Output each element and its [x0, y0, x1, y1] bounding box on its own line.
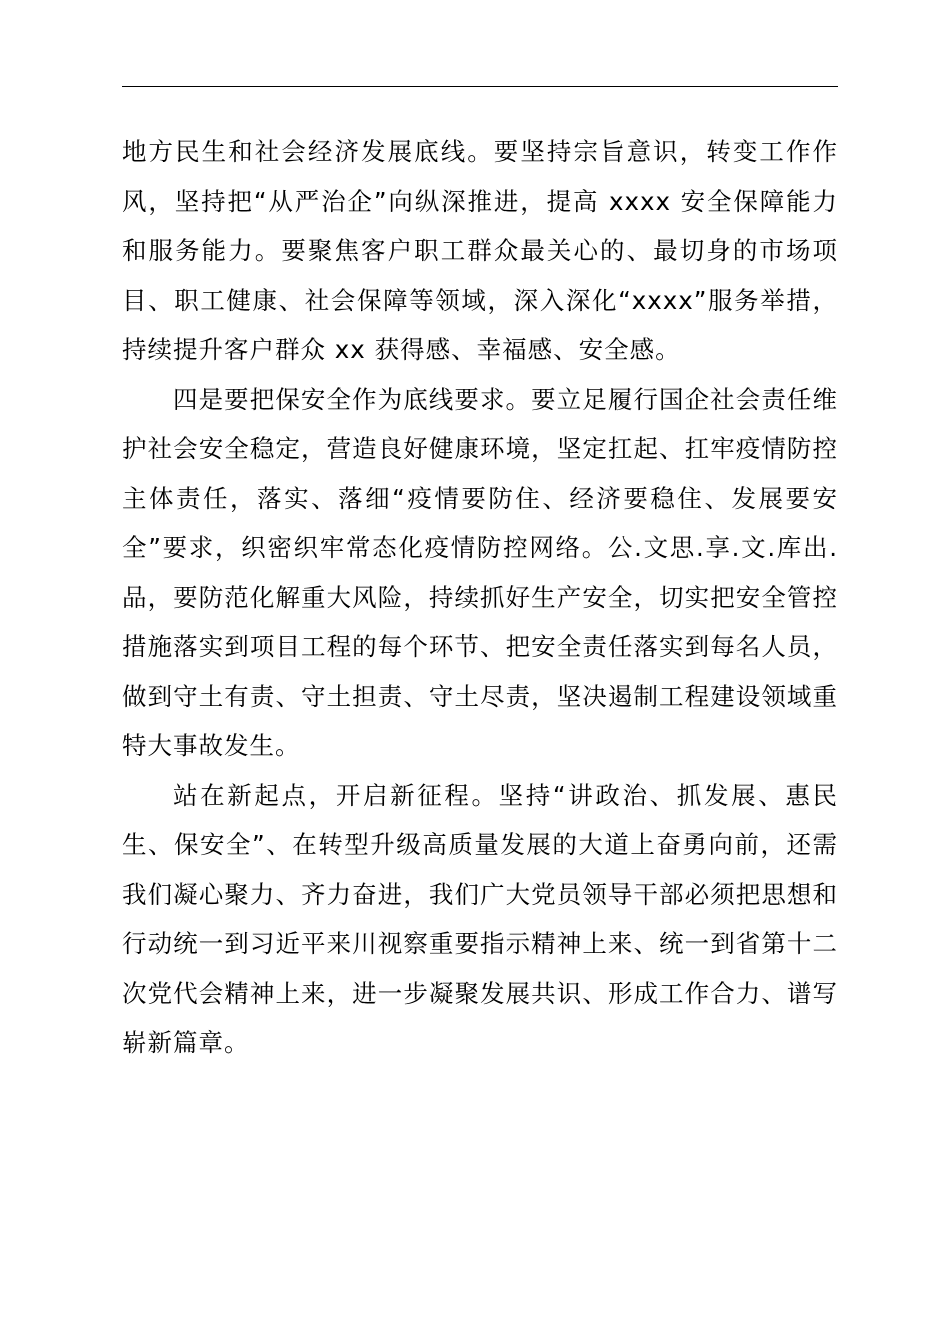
paragraph-continuation: 地方民生和社会经济发展底线。要坚持宗旨意识，转变工作作风，坚持把“从严治企”向纵深推进，提高 xxxx 安全保障能力和服务能力。要聚焦客户职工群众最关心的、最切身的市场项目、职工健康、社会保障等领域，深入深化“xxxx”服务举措，持续提升客户群众 xx 获得感、幸福感、安全感。 [122, 137, 838, 364]
header-rule [122, 86, 838, 87]
document-body [122, 127, 838, 1068]
paragraph-new-journey: 站在新起点，开启新征程。坚持“讲政治、抓发展、惠民生、保安全”、在转型升级高质量发展的大道上奋勇向前，还需我们凝心聚力、齐力奋进，我们广大党员领导干部必须把思想和行动统一到习近平来川视察重要指示精神上来、统一到省第十二次党代会精神上来，进一步凝聚发展共识、形成工作合力、谱写崭新篇章。 [122, 780, 838, 1057]
paragraph-safety-baseline: 四是要把保安全作为底线要求。要立足履行国企社会责任维护社会安全稳定，营造良好健康环境，坚定扛起、扛牢疫情防控主体责任，落实、落细“疫情要防住、经济要稳住、发展要安全”要求，织密织牢常态化疫情防控网络。公.文思.享.文.库出.品，要防范化解重大风险，持续抓好生产安全，切实把安全管控措施落实到项目工程的每个环节、把安全责任落实到每名人员，做到守土有责、守土担责、守土尽责，坚决遏制工程建设领域重特大事故发生。 [122, 384, 838, 760]
